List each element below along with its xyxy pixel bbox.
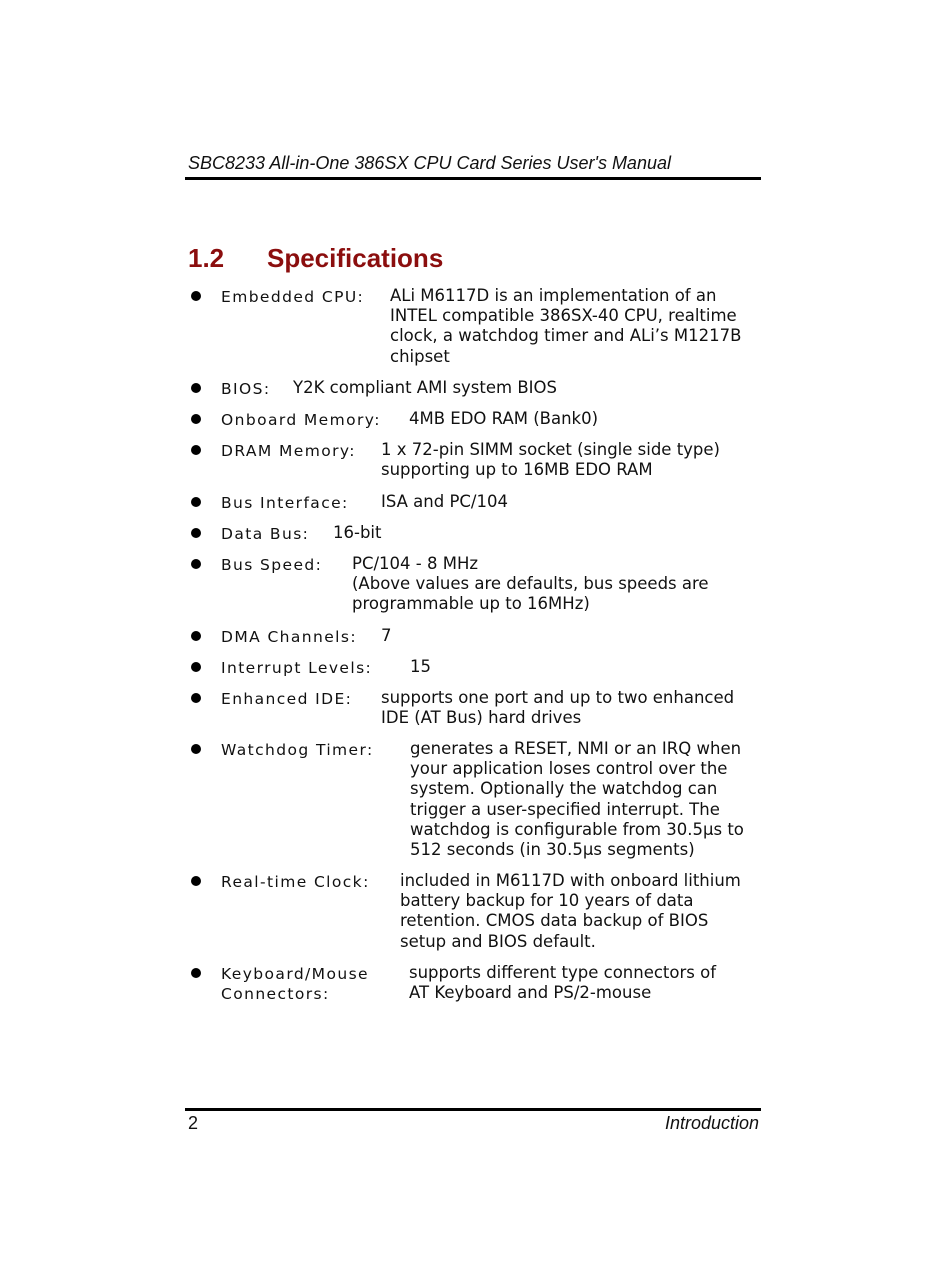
spec-value bbox=[333, 523, 381, 543]
spec-value-line: ALi M6117D is an implementation of an bbox=[390, 286, 717, 305]
spec-value-line: IDE (AT Bus) hard drives bbox=[381, 708, 582, 728]
spec-label: Watchdog Timer: bbox=[221, 741, 374, 759]
spec-value bbox=[409, 409, 598, 429]
spec-label: Onboard Memory: bbox=[221, 411, 381, 429]
spec-label: Data Bus: bbox=[221, 525, 310, 543]
spec-value-line: retention. CMOS data backup of BIOS bbox=[400, 911, 709, 931]
spec-value-line: PC/104 - 8 MHz bbox=[352, 554, 479, 573]
bullet-icon bbox=[191, 291, 201, 301]
spec-value-line: supports one port and up to two enhanced bbox=[381, 688, 735, 707]
spec-label: Bus Interface: bbox=[221, 494, 349, 512]
bullet-icon bbox=[191, 528, 201, 538]
spec-label: Bus Speed: bbox=[221, 556, 323, 574]
spec-value-line: your application loses control over the bbox=[410, 759, 728, 779]
bullet-icon bbox=[191, 968, 201, 978]
spec-label: Real-time Clock: bbox=[221, 873, 370, 891]
bullet-icon bbox=[191, 876, 201, 886]
spec-value-line: 1 x 72-pin SIMM socket (single side type) bbox=[381, 440, 720, 459]
spec-value-line: system. Optionally the watchdog can bbox=[410, 779, 718, 799]
spec-label: DMA Channels: bbox=[221, 628, 357, 646]
spec-value bbox=[293, 378, 557, 398]
bullet-icon bbox=[191, 445, 201, 455]
spec-value-line: watchdog is configurable from 30.5µs to bbox=[410, 819, 744, 839]
bullet-icon bbox=[191, 693, 201, 703]
section-number: 1.2 bbox=[188, 243, 225, 273]
bullet-icon bbox=[191, 497, 201, 507]
spec-value-line: 512 seconds (in 30.5µs segments) bbox=[410, 840, 695, 860]
spec-value-line: (Above values are defaults, bus speeds are bbox=[352, 574, 709, 594]
spec-label: Keyboard/Mouse Connectors: bbox=[221, 965, 369, 1003]
page-number: 2 bbox=[188, 1113, 199, 1133]
spec-value-line: trigger a user-specified interrupt. The bbox=[410, 799, 720, 819]
spec-label: DRAM Memory: bbox=[221, 442, 356, 460]
spec-value bbox=[410, 739, 744, 860]
spec-value bbox=[381, 492, 508, 512]
spec-label: Embedded CPU: bbox=[221, 288, 365, 306]
footer-section-name: Introduction bbox=[664, 1113, 759, 1133]
spec-value bbox=[409, 963, 716, 1003]
spec-label: Enhanced IDE: bbox=[221, 690, 353, 708]
spec-value-line: 16-bit bbox=[333, 523, 382, 542]
spec-value bbox=[381, 440, 720, 480]
section-heading bbox=[188, 243, 443, 274]
section-title: Specifications bbox=[267, 243, 444, 273]
footer-rule bbox=[185, 1108, 761, 1111]
spec-value-line: 7 bbox=[381, 626, 392, 645]
spec-label: BIOS: bbox=[221, 380, 271, 398]
spec-value-line: clock, a watchdog timer and ALi’s M1217B bbox=[390, 326, 742, 346]
spec-value-line: 4MB EDO RAM (Bank0) bbox=[409, 409, 599, 428]
spec-value-line: supports different type connectors of bbox=[409, 963, 717, 982]
spec-value-line: setup and BIOS default. bbox=[400, 931, 596, 951]
bullet-icon bbox=[191, 662, 201, 672]
spec-value bbox=[390, 286, 741, 367]
bullet-icon bbox=[191, 383, 201, 393]
header-rule bbox=[185, 177, 761, 180]
spec-value-line: battery backup for 10 years of data bbox=[400, 891, 694, 911]
spec-value-line: ISA and PC/104 bbox=[381, 492, 508, 511]
spec-value bbox=[410, 657, 431, 677]
spec-label: Interrupt Levels: bbox=[221, 659, 373, 677]
spec-value bbox=[352, 554, 709, 615]
spec-value-line: Y2K compliant AMI system BIOS bbox=[293, 378, 557, 397]
spec-value bbox=[381, 626, 392, 646]
spec-value-line: included in M6117D with onboard lithium bbox=[400, 871, 741, 890]
spec-value bbox=[400, 871, 741, 952]
bullet-icon bbox=[191, 631, 201, 641]
spec-value-line: programmable up to 16MHz) bbox=[352, 594, 590, 614]
bullet-icon bbox=[191, 559, 201, 569]
bullet-icon bbox=[191, 744, 201, 754]
bullet-icon bbox=[191, 414, 201, 424]
spec-value-line: generates a RESET, NMI or an IRQ when bbox=[410, 739, 742, 758]
header-title: SBC8233 All-in-One 386SX CPU Card Series User's Manual bbox=[188, 153, 671, 173]
spec-value-line: supporting up to 16MB EDO RAM bbox=[381, 460, 653, 480]
spec-value-line: INTEL compatible 386SX-40 CPU, realtime bbox=[390, 306, 737, 326]
spec-value-line: chipset bbox=[390, 346, 450, 366]
spec-value-line: AT Keyboard and PS/2-mouse bbox=[409, 983, 652, 1003]
spec-value bbox=[381, 688, 734, 728]
spec-value-line: 15 bbox=[410, 657, 431, 676]
